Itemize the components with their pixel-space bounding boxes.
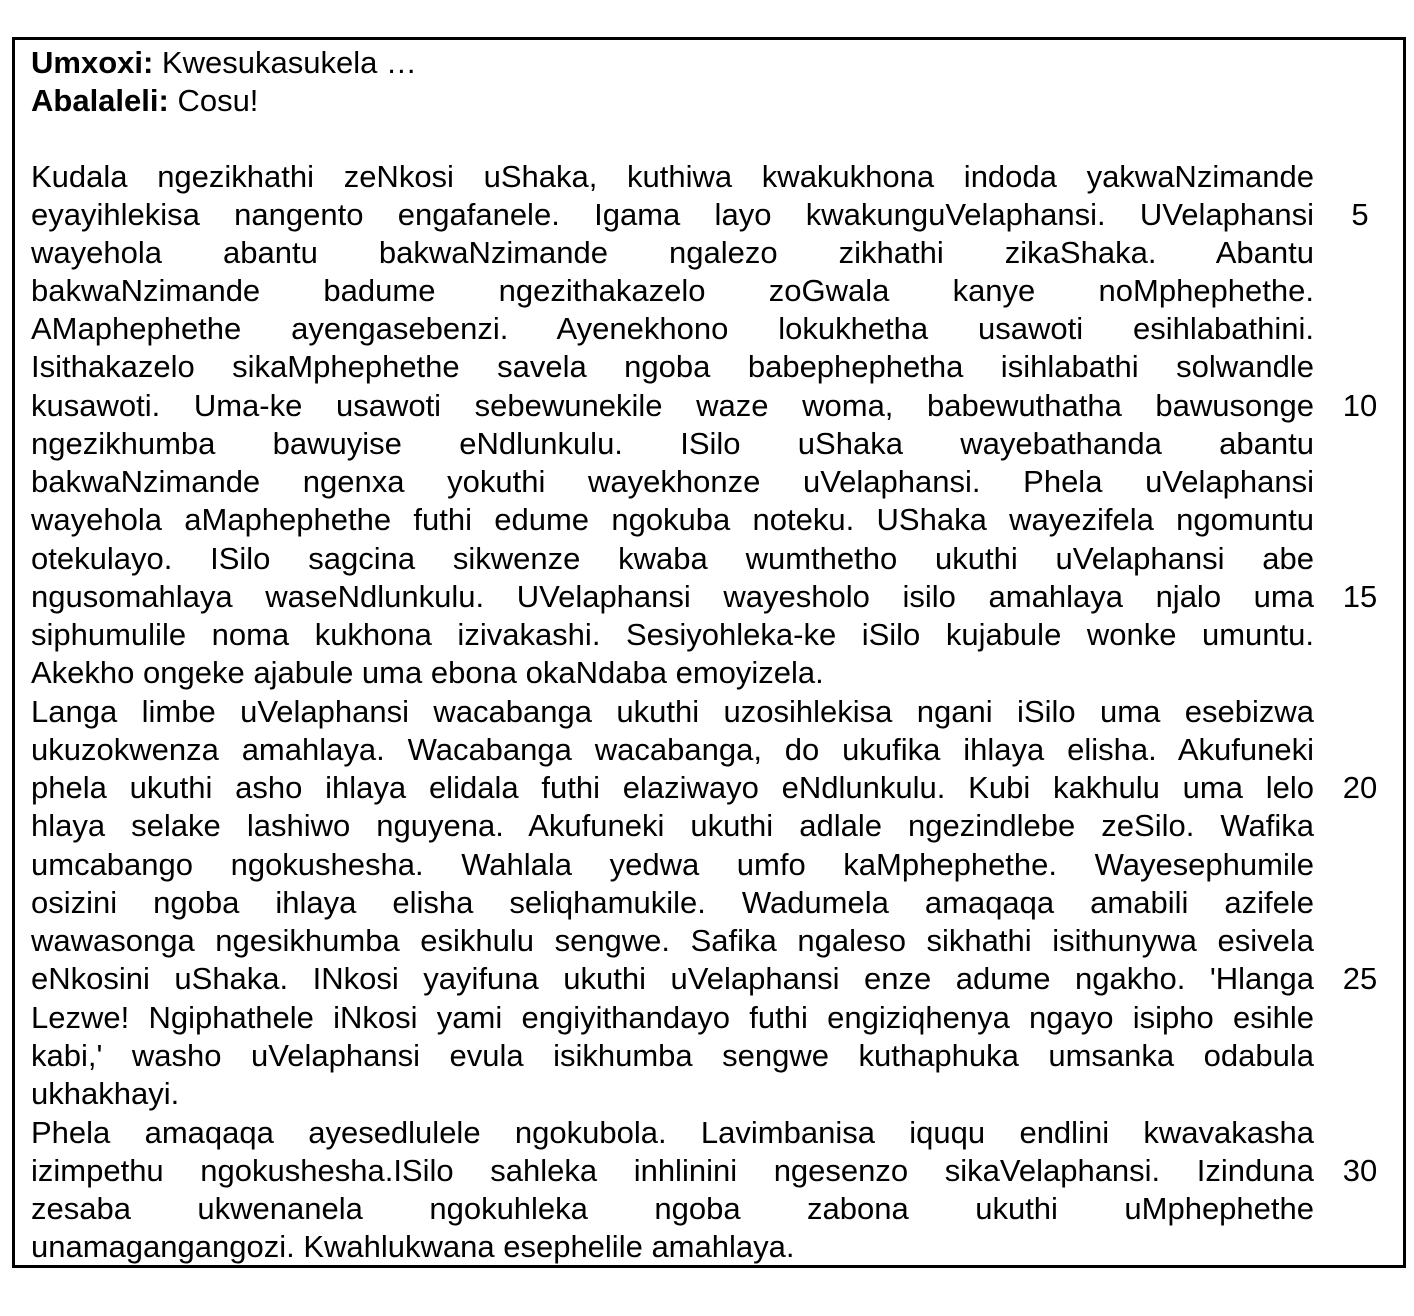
line-number-25: 25 xyxy=(1342,961,1378,996)
passage-line: zesaba ukwenanela ngokuhleka ngoba zabona ukuthi uMphephethe xyxy=(31,1191,1314,1226)
line-number-10: 10 xyxy=(1342,388,1378,423)
passage-line: unamagangangozi. Kwahlukwana esephelile amahlaya. xyxy=(31,1229,795,1264)
audience-line xyxy=(31,82,1314,120)
passage-line: Langa limbe uVelaphansi wacabanga ukuthi uzosihlekisa ngani iSilo uma esebizwa xyxy=(31,694,1314,729)
passage-line: wayehola abantu bakwaNzimande ngalezo zikhathi zikaShaka. Abantu xyxy=(31,235,1314,270)
passage-line: umcabango ngokushesha. Wahlala yedwa umfo kaMphephethe. Wayesephumile xyxy=(31,847,1314,882)
line-number-20: 20 xyxy=(1342,770,1378,805)
passage-line: hlaya selake lashiwo nguyena. Akufuneki ukuthi adlale ngezindlebe zeSilo. Wafika xyxy=(31,808,1314,843)
line-number-5: 5 xyxy=(1351,197,1369,232)
passage-line: Kudala ngezikhathi zeNkosi uShaka, kuthiwa kwakukhona indoda yakwaNzimande xyxy=(31,159,1314,194)
passage-line: eNkosini uShaka. INkosi yayifuna ukuthi uVelaphansi enze adume ngakho. 'Hlanga xyxy=(31,961,1314,996)
passage-line: Isithakazelo sikaMphephethe savela ngoba babephephetha isihlabathi solwandle xyxy=(31,349,1314,384)
line-number-15: 15 xyxy=(1342,579,1378,614)
passage-line: wayehola aMaphephethe futhi edume ngokuba noteku. UShaka wayezifela ngomuntu xyxy=(31,502,1314,537)
passage-line: AMaphephethe ayengasebenzi. Ayenekhono lokukhetha usawoti esihlabathini. xyxy=(31,311,1314,346)
passage-line: siphumulile noma kukhona izivakashi. Sesiyohleka-ke iSilo kujabule wonke umuntu. xyxy=(31,617,1314,652)
passage-line: ngezikhumba bawuyise eNdlunkulu. ISilo uShaka wayebathanda abantu xyxy=(31,426,1314,461)
passage-line: Akekho ongeke ajabule uma ebona okaNdaba emoyizela. xyxy=(31,655,824,690)
speaker-label: Umxoxi: xyxy=(31,45,154,80)
audience-label: Abalaleli: xyxy=(31,83,169,118)
passage-line: wawasonga ngesikhumba esikhulu sengwe. Safika ngaleso sikhathi isithunywa esivela xyxy=(31,923,1314,958)
passage-line: otekulayo. ISilo sagcina sikwenze kwaba wumthetho ukuthi uVelaphansi abe xyxy=(31,541,1314,576)
passage-line: osizini ngoba ihlaya elisha seliqhamukile. Wadumela amaqaqa amabili azifele xyxy=(31,885,1314,920)
passage-line: Lezwe! Ngiphathele iNkosi yami engiyithandayo futhi engiziqhenya ngayo isipho esihle xyxy=(31,1000,1314,1035)
passage-line: bakwaNzimande ngenxa yokuthi wayekhonze uVelaphansi. Phela uVelaphansi xyxy=(31,464,1314,499)
passage-line: Phela amaqaqa ayesedlulele ngokubola. Lavimbanisa iququ endlini kwavakasha xyxy=(31,1115,1314,1150)
speaker-text: Kwesukasukela … xyxy=(153,45,417,80)
passage-line: ukuzokwenza amahlaya. Wacabanga wacabanga, do ukufika ihlaya elisha. Akufuneki xyxy=(31,732,1314,767)
passage-line: eyayihlekisa nangento engafanele. Igama layo kwakunguVelaphansi. UVelaphansi xyxy=(31,197,1314,232)
audience-text: Cosu! xyxy=(168,83,259,118)
passage-line: bakwaNzimande badume ngezithakazelo zoGwala kanye noMphephethe. xyxy=(31,273,1314,308)
passage-line: phela ukuthi asho ihlaya elidala futhi elaziwayo eNdlunkulu. Kubi kakhulu uma lelo xyxy=(31,770,1314,805)
line-number-30: 30 xyxy=(1342,1153,1378,1188)
passage-line: kabi,' washo uVelaphansi evula isikhumba sengwe kuthaphuka umsanka odabula xyxy=(31,1038,1314,1073)
passage-line: ngusomahlaya waseNdlunkulu. UVelaphansi wayesholo isilo amahlaya njalo uma xyxy=(31,579,1314,614)
passage-line: ukhakhayi. xyxy=(31,1076,180,1111)
passage-line: kusawoti. Uma-ke usawoti sebewunekile waze woma, babewuthatha bawusonge xyxy=(31,388,1314,423)
passage-line: izimpethu ngokushesha.ISilo sahleka inhlinini ngesenzo sikaVelaphansi. Izinduna xyxy=(31,1153,1314,1188)
speaker-line xyxy=(31,44,1314,82)
